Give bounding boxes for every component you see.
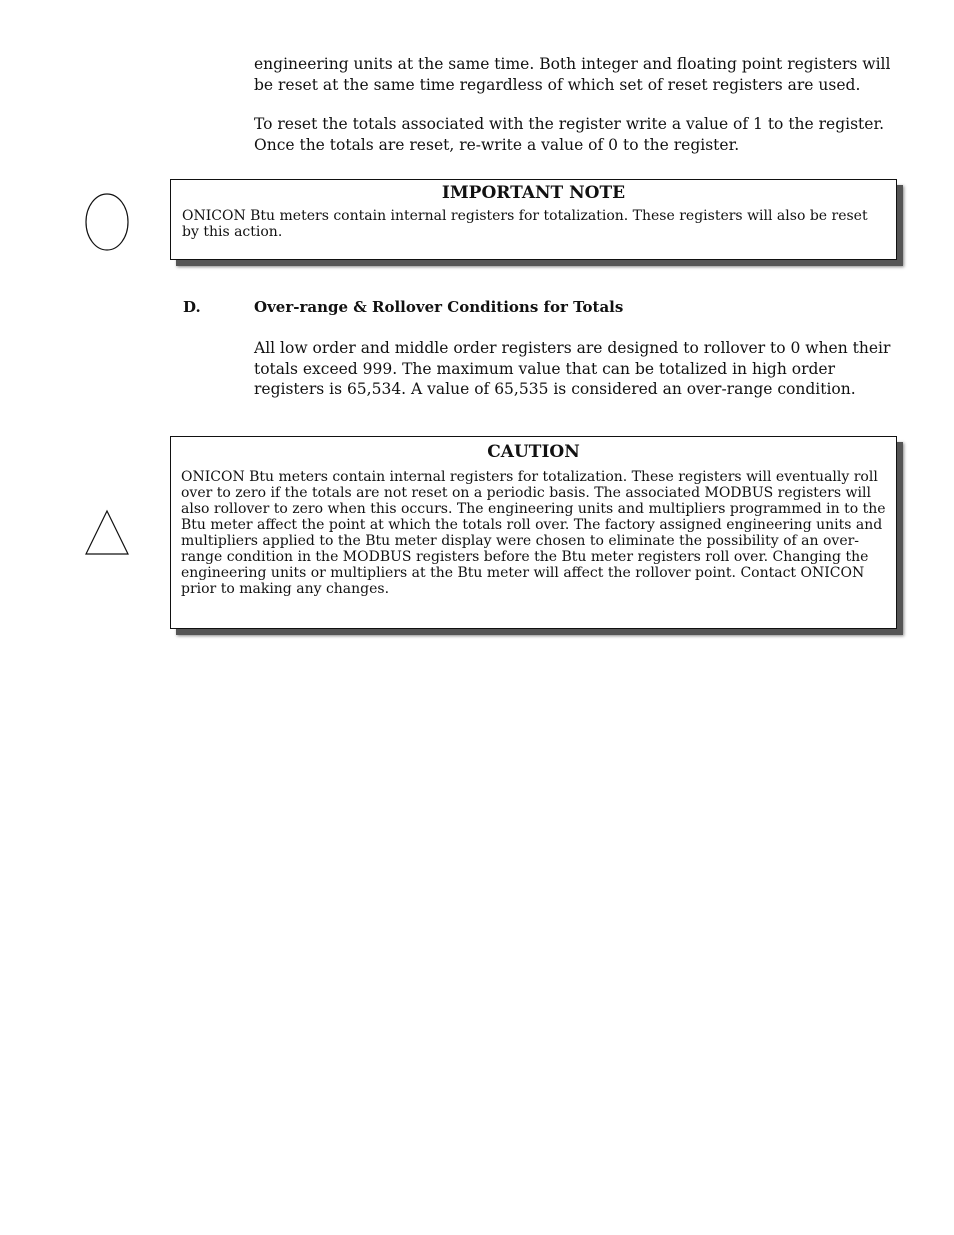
intro-paragraph: engineering units at the same time. Both integer and floating point registers will be reset at the same time regardless of which set of reset registers are used.	[254, 55, 891, 94]
important-note-title: IMPORTANT NOTE	[441, 183, 626, 203]
caution-title: CAUTION	[487, 442, 580, 462]
section-letter: D.	[183, 298, 201, 316]
section-heading: Over-range & Rollover Conditions for Totals	[254, 298, 624, 316]
rollover-paragraph: All low order and middle order registers are designed to rollover to 0 when their totals exceed 999. The maximum value that can be totalized in high order registers is 65,534. A value of 65,535 is considered an over-range condition.	[254, 339, 891, 398]
important-note-box	[170, 179, 897, 260]
oval-outline-icon	[85, 193, 131, 253]
caution-body: ONICON Btu meters contain internal registers for totalization. These registers will eventually roll over to zero if the totals are not reset on a periodic basis. The associated MODBUS registers will also rollover to zero when this occurs. The engineering units and multipliers programmed in to the Btu meter affect the point at which the totals roll over. The factory assigned engineering units and multipliers applied to the Btu meter display were chosen to eliminate the possibility of an over-range condition in the MODBUS registers before the Btu meter registers roll over. Changing the engineering units or multipliers at the Btu meter will affect the rollover point. Contact ONICON prior to making any changes.	[181, 469, 886, 597]
warning-triangle-icon	[84, 509, 130, 557]
reset-instructions-paragraph: To reset the totals associated with the register write a value of 1 to the register. Once the totals are reset, re-write a value of 0 to the register.	[254, 115, 885, 154]
caution-box	[170, 436, 897, 629]
important-note-body: ONICON Btu meters contain internal registers for totalization. These registers will also be reset by this action.	[182, 208, 868, 240]
